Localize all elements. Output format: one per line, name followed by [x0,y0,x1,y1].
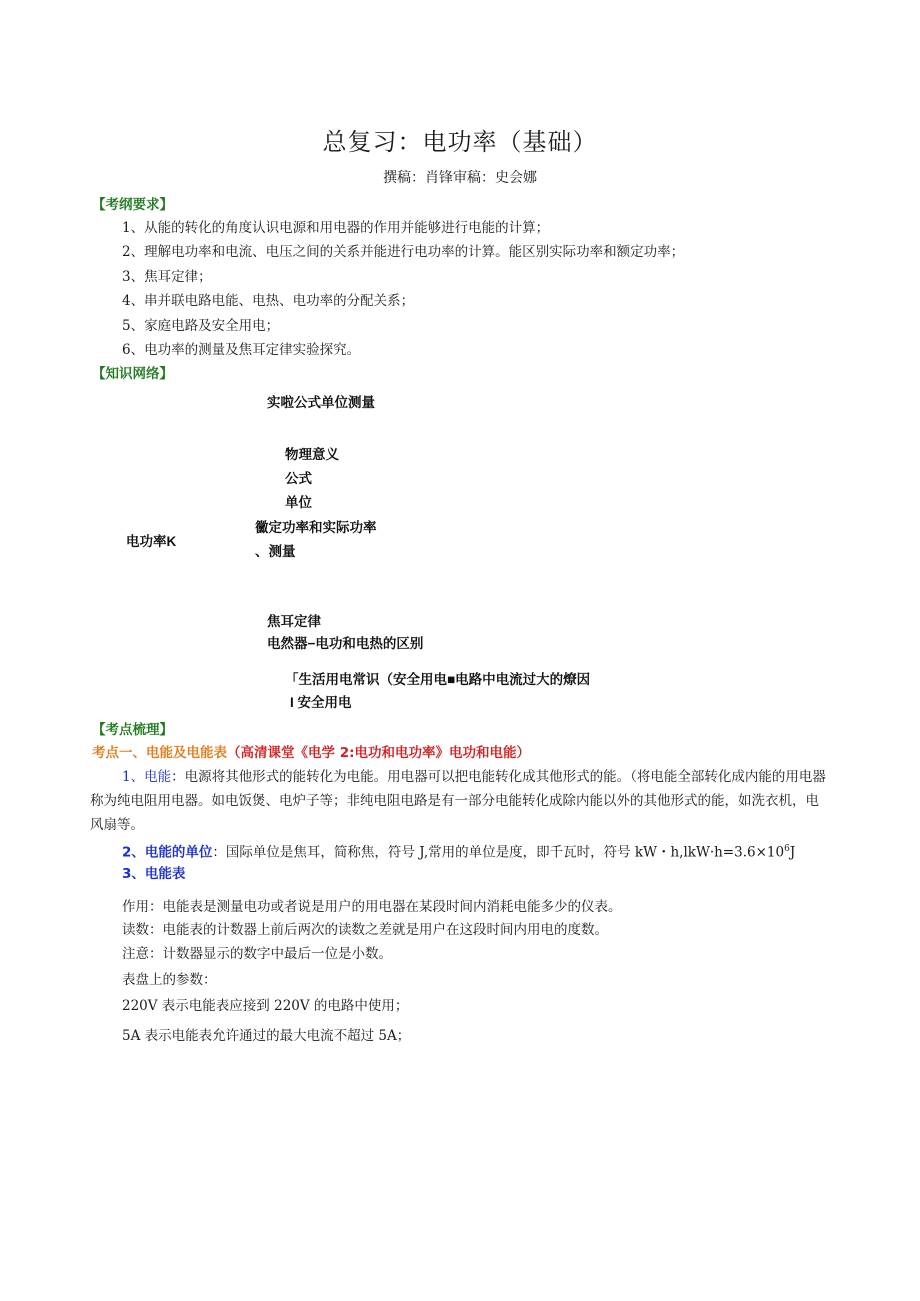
point1-heading-prefix: 考点一、电能及电能表 [92,745,227,761]
section-requirements: 【考纲要求】 [92,197,173,213]
network-life-electricity: 「生活用电常识（安全用电■电路中电流过大的燎因 [285,672,591,687]
network-joule-difference: 电然器−电功和电热的区别 [267,636,424,651]
network-top-line: 实啦公式单位测量 [267,395,375,410]
network-item: 黴定功率和实际功率 [255,520,377,535]
section-network: 【知识网络】 [92,366,173,382]
requirement-item: 4、串并联电路电能、电热、电功率的分配关系； [122,293,415,309]
meter-line: 注意：计数器显示的数字中最后一位是小数。 [122,946,392,962]
section-review: 【考点梳理】 [92,722,173,738]
requirement-item: 2、理解电功率和电流、电压之间的关系并能进行电功率的计算。能区别实际功率和额定功率； [122,244,685,260]
network-item: 公式 [285,471,312,486]
exponent: 6 [784,844,790,854]
network-item: 、测量 [255,544,296,559]
meter-line: 5A 表示电能表允许通过的最大电流不超过 5A； [122,1028,411,1044]
page-title: 总复习：电功率（基础） [322,128,598,156]
network-item: 物理意义 [285,447,339,462]
requirement-item: 3、焦耳定律； [122,269,212,285]
label-electric-energy: 1、电能 [122,769,172,785]
label-energy-unit: 2、电能的单位 [122,844,213,861]
point1-heading [92,741,530,761]
requirement-item: 5、家庭电路及安全用电； [122,318,280,334]
meter-line: 读数：电能表的计数器上前后两次的读数之差就是用户在这段时间内用电的度数。 [122,922,608,938]
network-root: 电功率K [126,534,177,549]
requirement-item: 6、电功率的测量及焦耳定律实验探究。 [122,342,361,358]
label-energy-meter: 3、电能表 [122,866,186,882]
network-safety: I 安全用电 [290,695,352,710]
meter-line: 表盘上的参数： [122,972,217,988]
meter-line: 作用：电能表是测量电功或者说是用户的用电器在某段时间内消耗电能多少的仪表。 [122,899,622,915]
point1-heading-link[interactable]: （高清课堂《电学 2:电功和电功率》电功和电能） [227,745,530,761]
paragraph-energy-unit [90,837,830,865]
requirement-item: 1、从能的转化的角度认识电源和用电器的作用并能够进行电能的计算； [122,220,550,236]
text-energy-unit-end: J [789,844,796,861]
meter-line: 220V 表示电能表应接到 220V 的电路中使用； [122,998,409,1014]
text-electric-energy: ：电源将其他形式的能转化为电能。用电器可以把电能转化成其他形式的能。（将电能全部转化成内能的用电器称为纯电阻用电器。如电饭煲、电炉子等；非纯电阻电路是有一部分电能转化成除内能以外的其他形式的能，如洗衣机，电风扇等。 [90,769,826,833]
authors-line: 撰稿：肖锋审稿：史会娜 [383,170,537,186]
network-item: 单位 [285,495,312,510]
network-joule-law: 焦耳定律 [267,614,321,629]
text-energy-unit: ：国际单位是焦耳，简称焦，符号 J,常用的单位是度，即千瓦时，符号 kW・h,lkW·h=3.6×10 [212,844,785,861]
paragraph-electric-energy [90,765,830,837]
